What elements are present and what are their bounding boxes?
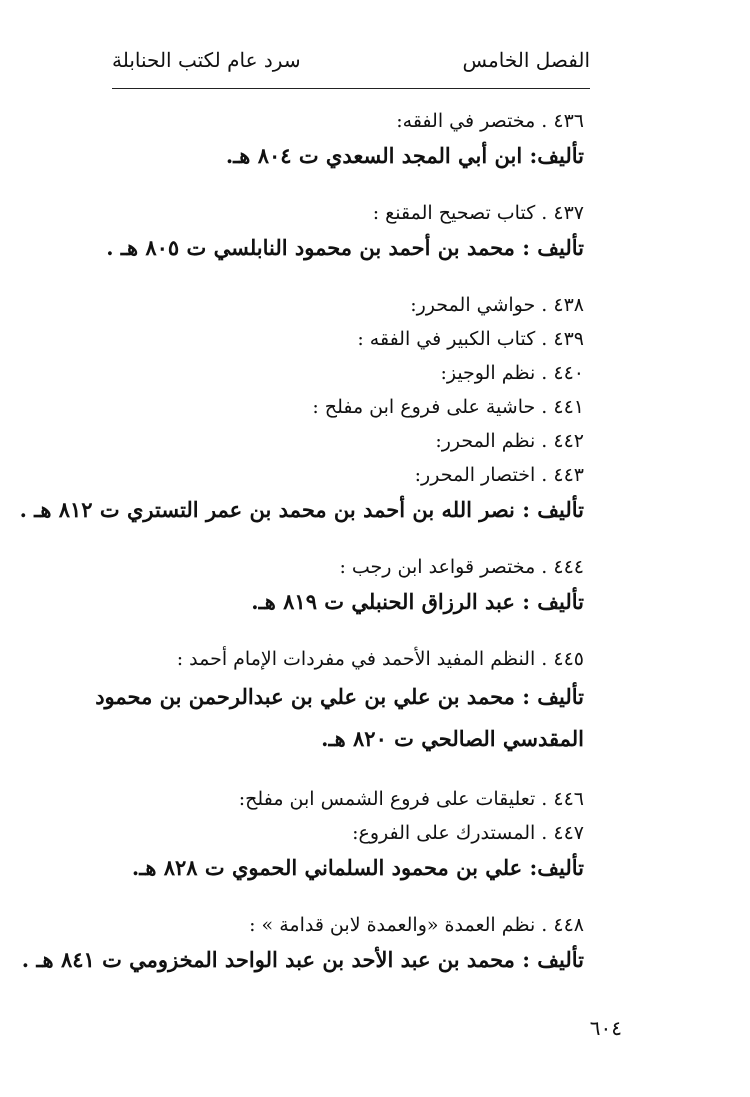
entry-item: ٤٣٧ . كتاب تصحيح المقنع :	[372, 202, 584, 224]
entry-item: ٤٤٤ . مختصر قواعد ابن رجب :	[339, 556, 584, 578]
author-line: تأليف : محمد بن عبد الأحد بن عبد الواحد المخزومي ت ٨٤١ هـ .	[21, 947, 584, 972]
author-line: تأليف: ابن أبي المجد السعدي ت ٨٠٤ هـ.	[225, 143, 584, 168]
running-header	[112, 38, 590, 89]
header-book-section: سرد عام لكتب الحنابلة	[112, 48, 301, 72]
header-chapter-title: الفصل الخامس	[462, 48, 590, 72]
entry-block	[114, 782, 584, 886]
page-content	[19, 104, 584, 978]
entry-item: ٤٤٠ . نظم الوجيز:	[440, 362, 584, 384]
entry-item: ٤٤٥ . النظم المفيد الأحمد في مفردات الإمام أحمد :	[176, 648, 584, 670]
entry-item: ٤٣٨ . حواشي المحرر:	[410, 294, 584, 316]
entry-block	[114, 104, 584, 174]
author-line: تأليف: علي بن محمود السلماني الحموي ت ٨٢٨ هـ.	[131, 855, 584, 880]
author-line: تأليف : محمد بن أحمد بن محمود النابلسي ت ٨٠٥ هـ .	[106, 235, 584, 260]
author-line: تأليف : عبد الرزاق الحنبلي ت ٨١٩ هـ.	[251, 589, 584, 614]
page-number: ٦٠٤	[589, 1016, 622, 1040]
entry-block	[114, 550, 584, 620]
entry-item: ٤٤١ . حاشية على فروع ابن مفلح :	[312, 396, 584, 418]
entry-item: ٤٤٦ . تعليقات على فروع الشمس ابن مفلح:	[238, 788, 584, 810]
entry-block	[106, 196, 584, 266]
entry-item: ٤٤٣ . اختصار المحرر:	[414, 464, 584, 486]
entry-item: ٤٣٩ . كتاب الكبير في الفقه :	[357, 328, 584, 350]
entry-item: ٤٤٨ . نظم العمدة «والعمدة لابن قدامة » :	[249, 914, 584, 936]
entry-block	[19, 288, 584, 528]
entry-block	[95, 642, 584, 760]
entry-block	[21, 908, 584, 978]
author-line: تأليف : محمد بن علي بن علي بن عبدالرحمن بن محمود المقدسي الصالحي ت ٨٢٠ هـ.	[95, 684, 584, 751]
author-line: تأليف : نصر الله بن أحمد بن محمد بن عمر التستري ت ٨١٢ هـ .	[19, 497, 584, 522]
entry-item: ٤٤٢ . نظم المحرر:	[435, 430, 584, 452]
entry-item: ٤٣٦ . مختصر في الفقه:	[396, 110, 584, 132]
entry-item: ٤٤٧ . المستدرك على الفروع:	[352, 822, 584, 844]
